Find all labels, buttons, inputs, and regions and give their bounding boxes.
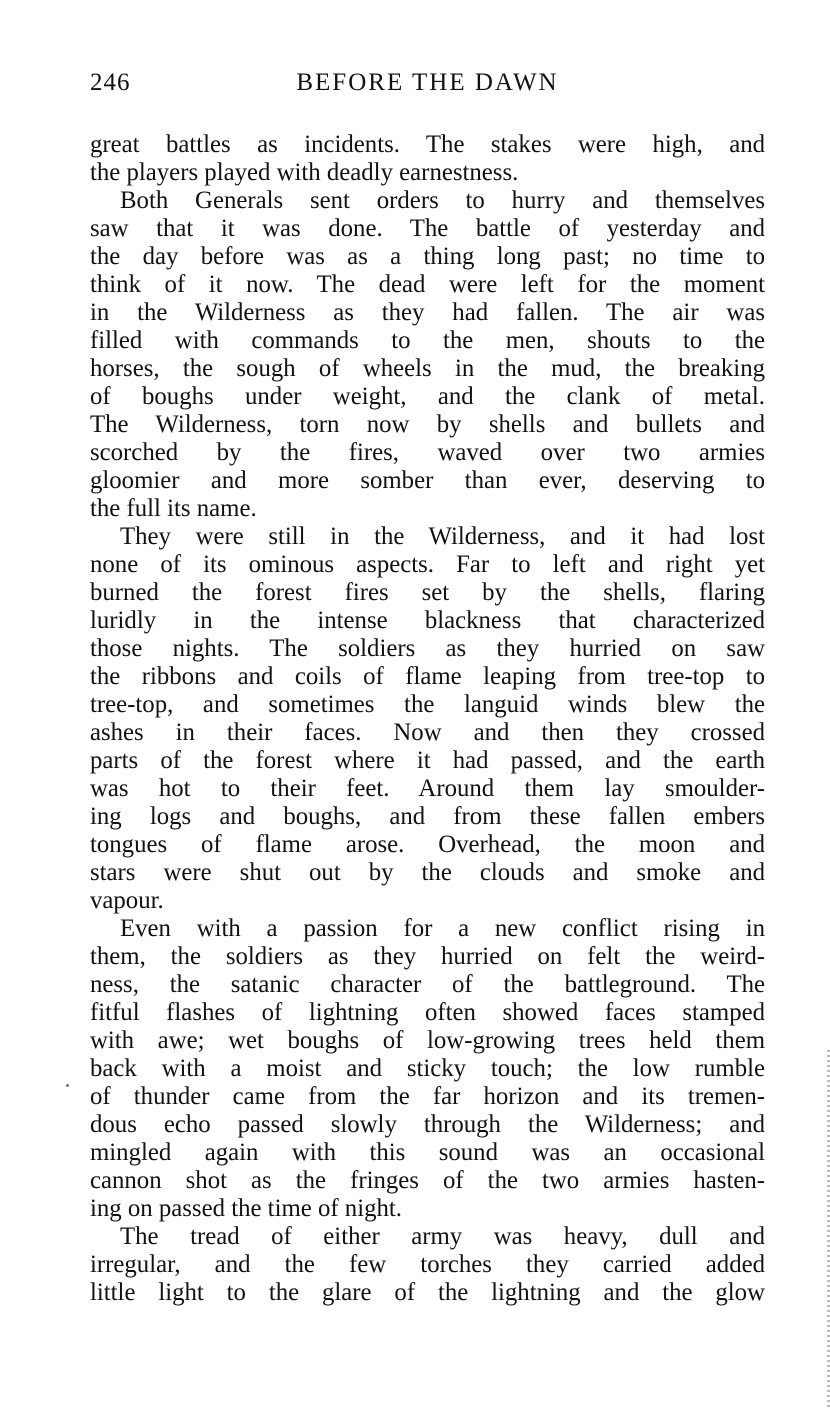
scan-speck [66,1084,69,1087]
text-line: saw that it was done. The battle of yesterday and [90,215,765,242]
text-line: dous echo passed slowly through the Wilderness; and [90,1111,765,1138]
text-line: none of its ominous aspects. Far to left and right yet [90,551,765,578]
page-number: 246 [90,69,131,96]
text-line: those nights. The soldiers as they hurried on saw [90,635,765,662]
text-line: think of it now. The dead were left for the moment [90,271,765,298]
text-line: mingled again with this sound was an occasional [90,1139,765,1166]
text-line: The tread of either army was heavy, dull and [120,1223,765,1250]
text-line: Even with a passion for a new conflict rising in [120,915,765,942]
text-line: irregular, and the few torches they carried added [90,1251,765,1278]
text-line: horses, the sough of wheels in the mud, the breaking [90,355,765,382]
text-line: ing on passed the time of night. [90,1195,402,1222]
text-line: the full its name. [90,495,257,522]
text-line: of thunder came from the far horizon and its tremen- [90,1083,765,1110]
text-line: tree-top, and sometimes the languid winds blew the [90,691,765,718]
text-line: ness, the satanic character of the battleground. The [90,971,765,998]
text-line: filled with commands to the men, shouts to the [90,327,765,354]
text-line: of boughs under weight, and the clank of metal. [90,383,765,410]
text-line: scorched by the fires, waved over two armies [90,439,765,466]
text-line: cannon shot as the fringes of the two armies hasten- [90,1167,765,1194]
text-line: They were still in the Wilderness, and it had lost [120,523,765,550]
text-line: the day before was as a thing long past; no time to [90,243,765,270]
text-line: ing logs and boughs, and from these fallen embers [90,803,765,830]
text-line: burned the forest fires set by the shells, flaring [90,579,765,606]
text-line: them, the soldiers as they hurried on felt the weird- [90,943,765,970]
text-line: luridly in the intense blackness that characterized [90,607,765,634]
text-line: ashes in their faces. Now and then they crossed [90,719,765,746]
text-line: in the Wilderness as they had fallen. The air was [90,299,765,326]
text-line: fitful flashes of lightning often showed faces stamped [90,999,765,1026]
text-line: The Wilderness, torn now by shells and bullets and [90,411,765,438]
text-line: vapour. [90,887,164,914]
text-line: the ribbons and coils of flame leaping from tree-top to [90,663,765,690]
text-line: with awe; wet boughs of low-growing trees held them [90,1027,765,1054]
running-title: BEFORE THE DAWN [296,69,559,96]
body-text [90,131,765,1307]
text-line: parts of the forest where it had passed, and the earth [90,747,765,774]
text-line: tongues of flame arose. Overhead, the moon and [90,831,765,858]
text-line: Both Generals sent orders to hurry and themselves [120,187,765,214]
text-line: great battles as incidents. The stakes were high, and [90,131,765,158]
text-line: gloomier and more somber than ever, deserving to [90,467,765,494]
text-line: the players played with deadly earnestness. [90,159,519,186]
page-header [90,66,765,106]
text-line: was hot to their feet. Around them lay smoulder- [90,775,765,802]
book-page [90,66,765,1307]
text-line: back with a moist and sticky touch; the low rumble [90,1055,765,1082]
text-line: little light to the glare of the lightning and the glow [90,1279,765,1306]
text-line: stars were shut out by the clouds and smoke and [90,859,765,886]
